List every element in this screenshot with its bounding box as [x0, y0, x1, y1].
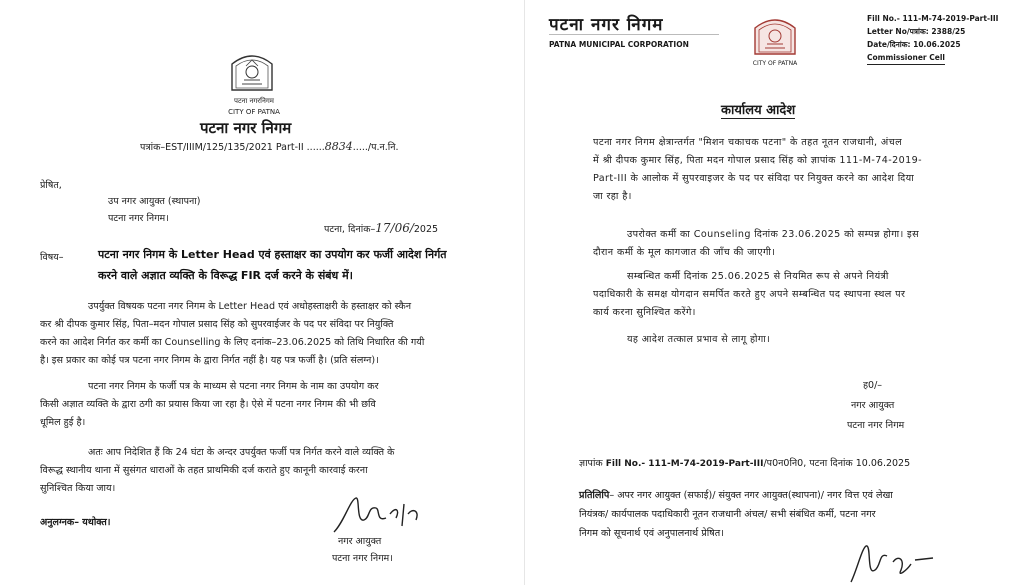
copy-label: प्रतिलिपि: [579, 490, 610, 501]
paragraph-line: धूमिल हुई है।: [40, 417, 86, 428]
paragraph-line: उपर्युक्त विषयक पटना नगर निगम के Letter Head एवं अधोहस्ताक्षरी के हस्ताक्षर को स्कैन: [88, 301, 412, 312]
order-heading: कार्यालय आदेश: [721, 100, 795, 119]
paragraph-line: पटना नगर निगम के फर्जी पत्र के माध्यम से पटना नगर निगम के नाम का उपयोग कर: [88, 381, 379, 392]
header-rule: [549, 34, 719, 35]
letter-number: Letter No/पत्रांक: 2388/25: [867, 27, 966, 36]
memo-prefix: ज्ञापांक: [579, 458, 603, 469]
memo-suffix: /प0न0नि0, पटना दिनांक 10.06.2025: [763, 458, 911, 469]
ref-handwritten: 8834: [324, 140, 353, 153]
paragraph-line: है। इस प्रकार का कोई पत्र पटना नगर निगम के द्वारा निर्गत नहीं है। यह पत्र फर्जी है। (प्रति संलग्न)।: [40, 355, 379, 366]
signatory-title: नगर आयुक्त: [338, 536, 382, 547]
date-handwritten: 17/06/: [375, 221, 414, 235]
order-line: Part-III के आलोक में सुपरवाइजर के पद पर संविदा पर नियुक्त करने का आदेश दिया: [593, 173, 915, 184]
order-line: दौरान कर्मी के मूल कागजात की जाँच की जाएगी।: [593, 247, 776, 258]
copy-line: निगम को सूचनार्थ एवं अनुपालनार्थ प्रेषित।: [579, 528, 724, 539]
ref-prefix: पत्रांक–EST/IIIM/125/135/2021 Part-II ......: [140, 142, 325, 153]
paragraph-line: किसी अज्ञात व्यक्ति के द्वारा ठगी का प्रयास किया जा रहा है। ऐसे में पटना नगर निगम की भी छवि: [40, 399, 376, 410]
reference-number: [140, 140, 399, 153]
paragraph-line: करने का आदेश निर्गत कर कर्मी का Counselling के लिए दनांक–23.06.2025 को तिथि निधारित की गयी: [40, 337, 425, 348]
recipient-line2: पटना नगर निगम।: [108, 213, 169, 224]
city-label: CITY OF PATNA: [752, 60, 798, 67]
city-label: CITY OF PATNA: [228, 108, 280, 116]
date-year: 2025: [413, 224, 439, 235]
signed-mark: ह0/–: [863, 380, 883, 391]
file-meta: [867, 12, 998, 65]
letter-date: [324, 221, 438, 235]
paragraph-3: [40, 444, 395, 498]
org-subtitle: PATNA MUNICIPAL CORPORATION: [549, 40, 689, 49]
org-title: पटना नगर निगम: [200, 119, 292, 137]
order-effective-note: यह आदेश तत्काल प्रभाव से लागू होगा।: [627, 334, 771, 345]
signatory-org: पटना नगर निगम।: [332, 553, 393, 564]
signature-icon: [845, 540, 955, 585]
order-line: में श्री दीपक कुमार सिंह, पिता मदन गोपाल प्रसाद सिंह को ज्ञापांक 111-M-74-2019-: [593, 155, 923, 166]
memo-line: [579, 456, 910, 469]
copy-line: नियंत्रक/ कार्यपालक पदाधिकारी नूतन राजधानी अंचल/ सभी संबंधित कर्मी, पटना नगर: [579, 509, 876, 520]
order-line: पटना नगर निगम क्षेत्रान्तर्गत "मिशन चकाचक पटना" के तहत नूतन राजधानी, अंचल: [593, 137, 902, 148]
ref-suffix: ...../प.न.नि.: [352, 142, 399, 153]
paragraph-1: [40, 298, 424, 370]
order-line: पदाधिकारी के समक्ष योगदान समर्पित करते हुए अपने सम्बन्धित पद स्थापना स्थल पर: [593, 289, 906, 300]
subject-line2: करने वाले अज्ञात व्यक्ति के विरूद्ध FIR दर्ज करने के संबंध में।: [98, 269, 353, 282]
issuing-cell: Commissioner Cell: [867, 51, 945, 65]
municipal-seal-icon: [226, 50, 278, 98]
signatory-title: नगर आयुक्त: [851, 400, 895, 411]
order-line: कार्य करना सुनिश्चित करेंगे।: [593, 307, 696, 318]
memo-file-number: Fill No.- 111-M-74-2019-Part-III: [605, 459, 764, 469]
paragraph-line: सुनिश्चित किया जाय।: [40, 483, 116, 494]
paragraph-line: अतः आप निदेशित हैं कि 24 घंटा के अन्दर उपर्युक्त फर्जी पत्र निर्गत करने वाले व्यक्ति के: [88, 447, 395, 458]
order-paragraph-3: [593, 268, 905, 322]
subject-label: विषय–: [40, 252, 64, 263]
municipal-seal-icon: [749, 12, 801, 60]
seal-caption: पटना नगरनिगम: [234, 97, 274, 105]
recipient-line1: उप नगर आयुक्त (स्थापना): [108, 196, 201, 207]
order-paragraph-2: [593, 226, 919, 262]
right-letter: [524, 0, 1024, 585]
copy-line: – अपर नगर आयुक्त (सफाई)/ संयुक्त नगर आयुक्त(स्थापना)/ नगर वित्त एवं लेखा: [609, 490, 893, 501]
recipient-label: प्रेषित,: [40, 180, 62, 191]
order-line: सम्बन्धित कर्मी दिनांक 25.06.2025 से नियमित रूप से अपने नियंत्री: [627, 271, 889, 282]
date-label: पटना, दिनांक–: [324, 224, 376, 235]
enclosure-note: अनुलग्नक– यथोक्त।: [40, 517, 111, 528]
letter-date: Date/दिनांक: 10.06.2025: [867, 40, 961, 49]
paragraph-line: कर श्री दीपक कुमार सिंह, पिता–मदन गोपाल प्रसाद सिंह को सुपरवाईजर के पद पर संविदा पर नियुक्ति: [40, 319, 394, 330]
order-paragraph-1: [593, 134, 922, 206]
signatory-org: पटना नगर निगम: [847, 420, 905, 431]
org-title: पटना नगर निगम: [549, 15, 664, 35]
order-line: जा रहा है।: [593, 191, 632, 202]
file-number: Fill No.- 111-M-74-2019-Part-III: [867, 14, 999, 23]
signature-icon: [330, 492, 440, 538]
paragraph-2: [40, 378, 379, 432]
paragraph-line: विरूद्ध स्थानीय थाना में सुसंगत धाराओं के तहत प्राथमिकी दर्ज कराते हुए कानूनी कारवाई करना: [40, 465, 368, 476]
copy-to-block: [579, 486, 893, 543]
subject-line1: पटना नगर निगम के Letter Head एवं हस्ताक्षर का उपयोग कर फर्जी आदेश निर्गत: [98, 248, 447, 261]
order-line: उपरोक्त कर्मी का Counseling दिनांक 23.06.2025 को सम्पन्न होगा। इस: [627, 229, 920, 240]
